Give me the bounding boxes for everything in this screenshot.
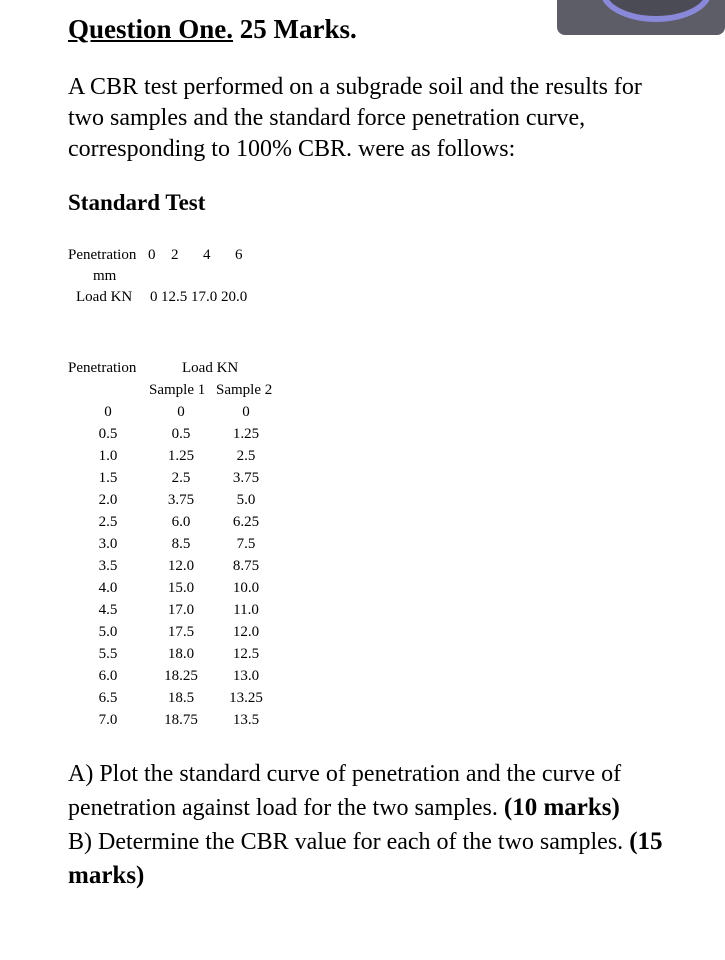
task-a-text: A) Plot the standard curve of penetration and the curve of penetration against load for the two samples.	[68, 761, 622, 821]
sample1-cell: 18.75	[164, 712, 198, 728]
standard-penetration-value: 6	[235, 247, 243, 263]
sample2-cell: 10.0	[232, 580, 260, 596]
standard-penetration-value: 2	[171, 247, 179, 263]
sample1-cell: 17.0	[167, 602, 195, 618]
sample1-cell: 0	[177, 404, 185, 420]
penetration-cell: 5.5	[98, 646, 118, 662]
sample2-cell: 13.5	[232, 712, 260, 728]
sample2-cell: 3.75	[232, 470, 260, 486]
sample2-cell: 13.25	[229, 690, 263, 706]
sample2-cell: 13.0	[232, 668, 260, 684]
question-title-underlined: Question One.	[68, 14, 234, 44]
sample2-cell: 1.25	[232, 426, 260, 442]
task-a	[68, 758, 678, 825]
sample2-cell: 5.0	[236, 492, 256, 508]
standard-load-value: 0	[150, 289, 158, 305]
sample1-cell: 17.5	[167, 624, 195, 640]
penetration-cell: 0	[104, 404, 112, 420]
penetration-cell: 4.5	[98, 602, 118, 618]
task-b	[68, 825, 678, 893]
sample2-cell: 8.75	[232, 558, 260, 574]
penetration-cell: 3.0	[98, 536, 118, 552]
sample2-cell: 6.25	[232, 514, 260, 530]
penetration-cell: 4.0	[98, 580, 118, 596]
sample1-cell: 1.25	[167, 448, 195, 464]
sample2-column-header: Sample 2	[216, 382, 273, 398]
sample2-cell: 0	[242, 404, 250, 420]
penetration-cell: 2.0	[98, 492, 118, 508]
sample1-cell: 8.5	[171, 536, 191, 552]
penetration-column-header: Penetration	[68, 360, 137, 376]
penetration-cell: 0.5	[98, 426, 118, 442]
question-title-marks: 25 Marks.	[233, 14, 357, 44]
standard-penetration-unit: mm	[93, 268, 117, 284]
standard-load-value: 12.5	[161, 289, 188, 305]
sample1-cell: 18.25	[164, 668, 198, 684]
penetration-cell: 5.0	[98, 624, 118, 640]
question-title	[68, 14, 357, 45]
penetration-cell: 1.5	[98, 470, 118, 486]
task-b-marks: (15 marks)	[68, 828, 663, 889]
standard-test-heading: Standard Test	[68, 190, 206, 215]
sample1-cell: 0.5	[171, 426, 191, 442]
task-list	[68, 758, 678, 893]
penetration-cell: 2.5	[98, 514, 118, 530]
sample2-cell: 11.0	[233, 602, 259, 618]
standard-load-label: Load KN	[76, 289, 133, 305]
standard-penetration-value: 4	[203, 247, 211, 263]
sample2-cell: 12.5	[232, 646, 260, 662]
sample1-cell: 18.0	[167, 646, 195, 662]
sample2-cell: 12.0	[232, 624, 260, 640]
penetration-cell: 6.5	[98, 690, 118, 706]
sample1-cell: 3.75	[167, 492, 195, 508]
sample1-cell: 6.0	[171, 514, 191, 530]
standard-penetration-label: Penetration	[68, 247, 137, 263]
sample1-column-header: Sample 1	[149, 382, 206, 398]
question-intro: A CBR test performed on a subgrade soil and the results for two samples and the standard force penetration curve, corresponding to 100% CBR. were as follows:	[68, 74, 642, 162]
penetration-cell: 6.0	[98, 668, 118, 684]
standard-penetration-value: 0	[148, 247, 156, 263]
sample1-cell: 15.0	[167, 580, 195, 596]
penetration-cell: 3.5	[98, 558, 118, 574]
sample2-cell: 7.5	[236, 536, 256, 552]
sample1-cell: 12.0	[167, 558, 195, 574]
task-a-marks: (10 marks)	[503, 794, 620, 821]
load-column-header: Load KN	[182, 360, 239, 376]
sample1-cell: 2.5	[171, 470, 191, 486]
sample2-cell: 2.5	[236, 448, 256, 464]
penetration-cell: 1.0	[98, 448, 118, 464]
standard-load-value: 20.0	[221, 289, 248, 305]
sample1-cell: 18.5	[167, 690, 195, 706]
standard-load-value: 17.0	[191, 289, 218, 305]
task-b-text: B) Determine the CBR value for each of the two samples.	[68, 829, 630, 855]
penetration-cell: 7.0	[98, 712, 118, 728]
